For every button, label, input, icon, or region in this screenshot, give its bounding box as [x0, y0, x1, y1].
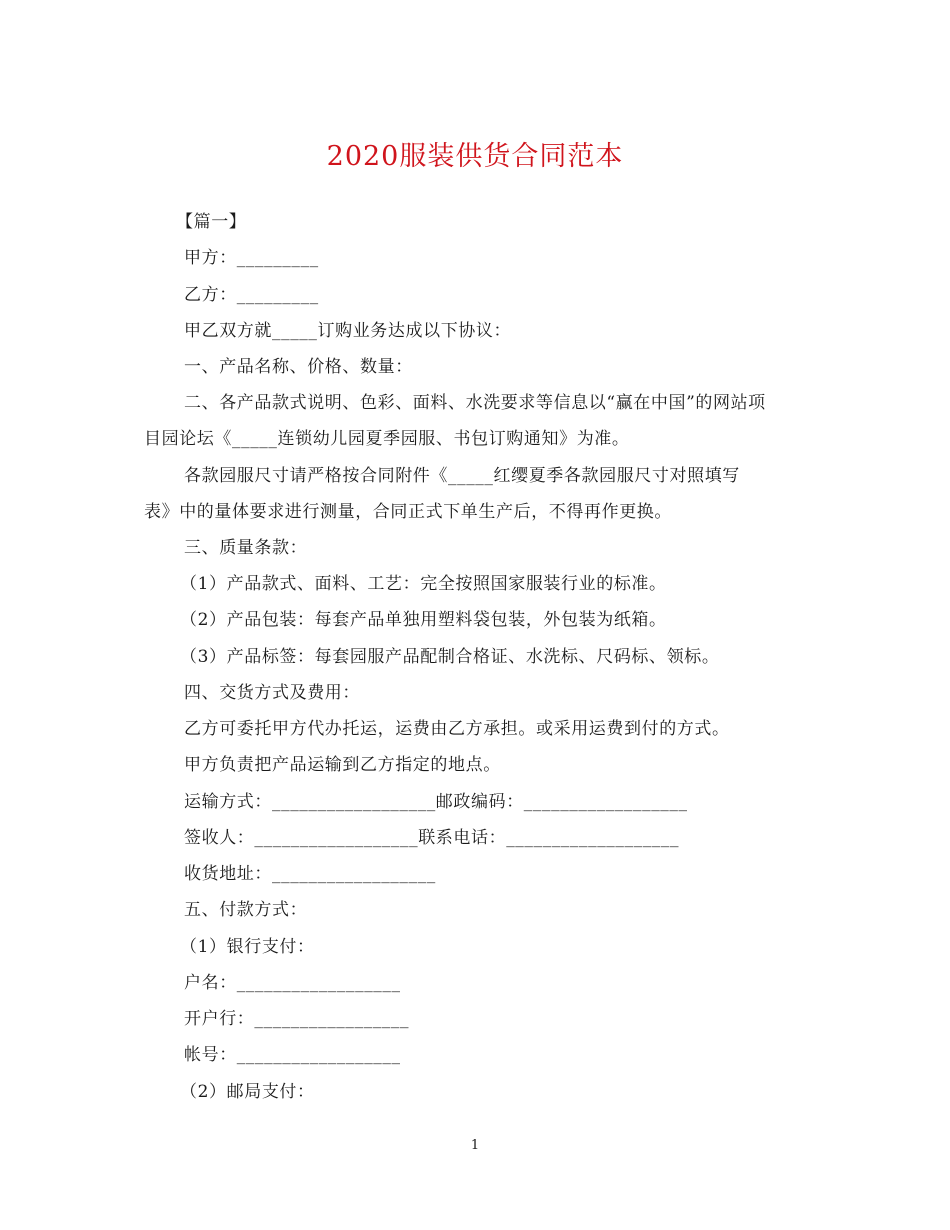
agreement-intro: 甲乙双方就_____订购业务达成以下协议： — [184, 321, 512, 341]
section-heading: 【篇一】 — [176, 212, 247, 232]
party-b-line: 乙方：_________ — [184, 285, 319, 305]
delivery-line-2: 甲方负责把产品运输到乙方指定的地点。 — [184, 755, 501, 775]
size-paragraph-line-2: 表》中的量体要求进行测量，合同正式下单生产后，不得再作更换。 — [144, 502, 672, 522]
post-payment-heading: （2）邮局支付： — [180, 1082, 315, 1102]
bank-payment-heading: （1）银行支付： — [180, 937, 315, 957]
clause-2-line-1: 二、各产品款式说明、色彩、面料、水洗要求等信息以“赢在中国”的网站项 — [184, 393, 766, 413]
clause-5-heading: 五、付款方式： — [184, 900, 308, 920]
size-paragraph-line-1: 各款园服尺寸请严格按合同附件《_____红缨夏季各款园服尺寸对照填写 — [184, 466, 740, 486]
document-title: 2020服装供货合同范本 — [326, 141, 624, 172]
page-number: 1 — [470, 1138, 480, 1153]
quality-item-3: （3）产品标签：每套园服产品配制合格证、水洗标、尺码标、领标。 — [180, 647, 720, 667]
account-number-line: 帐号：__________________ — [184, 1045, 401, 1065]
clause-3-heading: 三、质量条款： — [184, 538, 308, 558]
clause-1-heading: 一、产品名称、价格、数量： — [184, 357, 413, 377]
receiver-phone-line: 签收人：__________________联系电话：___________________ — [184, 828, 680, 848]
transport-postcode-line: 运输方式：__________________邮政编码：__________________ — [184, 792, 688, 812]
clause-4-heading: 四、交货方式及费用： — [184, 683, 360, 703]
clause-2-line-2: 目园论坛《_____连锁幼儿园夏季园服、书包订购通知》为准。 — [144, 429, 630, 449]
account-name-line: 户名：__________________ — [184, 973, 401, 993]
quality-item-2: （2）产品包装：每套产品单独用塑料袋包装，外包装为纸箱。 — [180, 610, 667, 630]
party-a-line: 甲方：_________ — [184, 248, 319, 268]
quality-item-1: （1）产品款式、面料、工艺：完全按照国家服装行业的标准。 — [180, 574, 667, 594]
delivery-line-1: 乙方可委托甲方代办托运，运费由乙方承担。或采用运费到付的方式。 — [184, 719, 730, 739]
address-line: 收货地址：__________________ — [184, 864, 436, 884]
bank-line: 开户行：_________________ — [184, 1009, 410, 1029]
